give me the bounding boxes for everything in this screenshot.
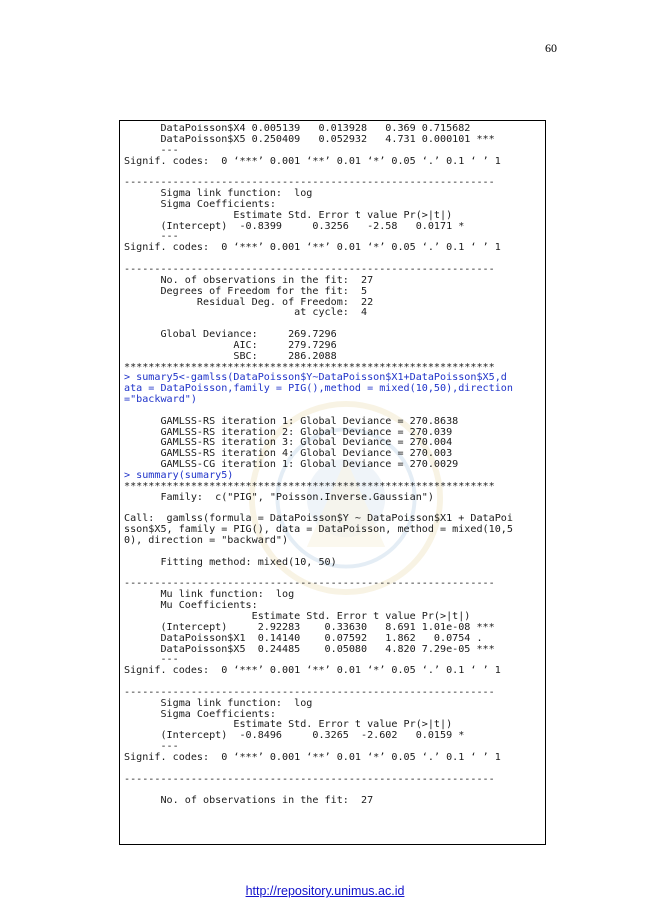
output-line: Mu Coefficients: [124,600,258,612]
output-line: ------------------------------------------------------------- [124,686,495,698]
output-line: 0), direction = "backward") [124,535,289,547]
output-line: GAMLSS-RS iteration 3: Global Deviance = 270.004 [124,437,453,449]
output-line: ************************************************************* [124,361,495,373]
output-line: Mu link function: log [124,589,295,601]
output-line: GAMLSS-RS iteration 4: Global Deviance = 270.003 [124,448,453,460]
output-line: DataPoisson$X1 0.14140 0.07592 1.862 0.0754 . [124,632,483,644]
output-line: Fitting method: mixed(10, 50) [124,556,337,568]
command-line: ata = DataPoisson,family = PIG(),method = mixed(10,50),direction [124,383,513,395]
output-line: Signif. codes: 0 ‘***’ 0.001 ‘**’ 0.01 ‘*’ 0.05 ‘.’ 0.1 ‘ ’ 1 [124,242,501,254]
output-line: Estimate Std. Error t value Pr(>|t|) [124,209,453,221]
repository-link[interactable]: http://repository.unimus.ac.id [245,884,405,898]
output-line: DataPoisson$X4 0.005139 0.013928 0.369 0.715682 [124,124,471,134]
output-line: (Intercept) -0.8399 0.3256 -2.58 0.0171 * [124,220,465,232]
output-line: --- [124,741,179,753]
output-line: Residual Deg. of Freedom: 22 [124,296,374,308]
output-line: No. of observations in the fit: 27 [124,795,374,807]
output-line: --- [124,144,179,156]
output-line: GAMLSS-RS iteration 2: Global Deviance = 270.039 [124,426,453,438]
output-line: Signif. codes: 0 ‘***’ 0.001 ‘**’ 0.01 ‘*’ 0.05 ‘.’ 0.1 ‘ ’ 1 [124,665,501,677]
output-line: sson$X5, family = PIG(), data = DataPoisson, method = mixed(10,5 [124,524,513,536]
command-line: > sumary5<-gamlss(DataPoisson$Y~DataPoisson$X1+DataPoisson$X5,d [124,372,507,384]
output-line [124,764,542,775]
output-line: AIC: 279.7296 [124,339,337,351]
output-line: DataPoisson$X5 0.250409 0.052932 4.731 0.000101 *** [124,133,495,145]
output-line: GAMLSS-RS iteration 1: Global Deviance = 270.8638 [124,415,459,427]
output-line: Sigma link function: log [124,188,313,200]
output-line: ------------------------------------------------------------- [124,177,495,189]
output-line: Call: gamlss(formula = DataPoisson$Y ~ DataPoisson$X1 + DataPoi [124,513,513,525]
output-line: DataPoisson$X5 0.24485 0.05080 4.820 7.29e-05 *** [124,643,495,655]
output-line: No. of observations in the fit: 27 [124,274,374,286]
output-line: GAMLSS-CG iteration 1: Global Deviance = 270.0029 [124,459,459,471]
console-listing [124,124,542,807]
output-line: Estimate Std. Error t value Pr(>|t|) [124,719,453,731]
output-line: ------------------------------------------------------------- [124,263,495,275]
output-line: Sigma Coefficients: [124,708,276,720]
command-line: ="backward") [124,394,197,406]
output-line: Sigma link function: log [124,697,313,709]
r-console-output-box [119,120,546,845]
page-number: 60 [545,41,557,55]
output-line: Sigma Coefficients: [124,198,276,210]
output-line: SBC: 286.2088 [124,350,337,362]
output-line: --- [124,654,179,666]
output-line: ------------------------------------------------------------- [124,578,495,590]
output-line: Degrees of Freedom for the fit: 5 [124,285,368,297]
output-line: ------------------------------------------------------------- [124,773,495,785]
output-line: Signif. codes: 0 ‘***’ 0.001 ‘**’ 0.01 ‘*’ 0.05 ‘.’ 0.1 ‘ ’ 1 [124,751,501,763]
output-line: (Intercept) 2.92283 0.33630 8.691 1.01e-08 *** [124,621,495,633]
output-line: Signif. codes: 0 ‘***’ 0.001 ‘**’ 0.01 ‘*’ 0.05 ‘.’ 0.1 ‘ ’ 1 [124,155,501,167]
output-line: --- [124,231,179,243]
output-line: Estimate Std. Error t value Pr(>|t|) [124,610,471,622]
command-line: > summary(sumary5) [124,470,234,481]
output-line: ************************************************************* [124,480,495,492]
output-line: Family: c("PIG", "Poisson.Inverse.Gaussian") [124,491,434,503]
output-line: Global Deviance: 269.7296 [124,329,337,341]
output-line: at cycle: 4 [124,307,368,319]
output-line: (Intercept) -0.8496 0.3265 -2.602 0.0159 * [124,730,465,742]
